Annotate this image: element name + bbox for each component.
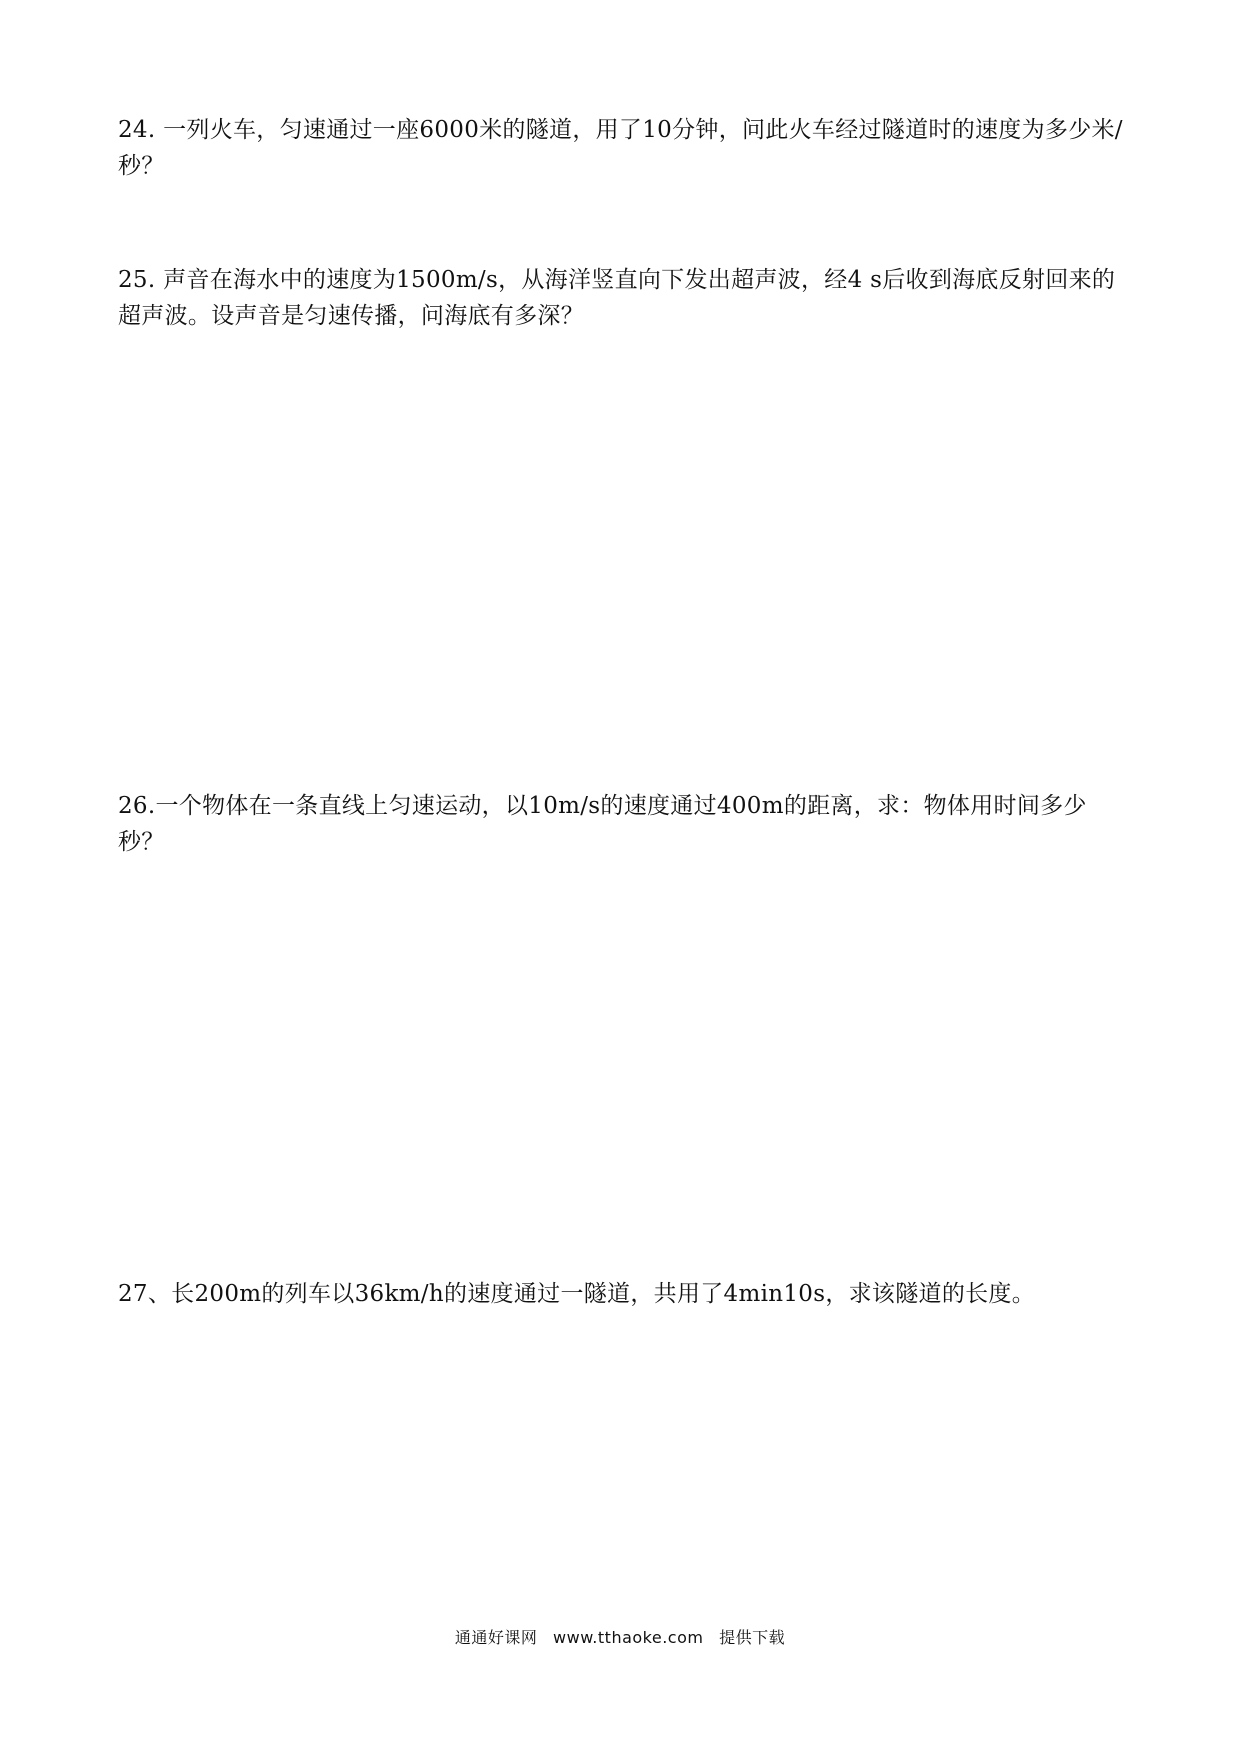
problem-24: 24. 一列火车，匀速通过一座6000米的隧道，用了10分钟，问此火车经过隧道时的速度为多少米/秒？ <box>118 117 1123 179</box>
footer-url[interactable]: www.tthaoke.com <box>553 1628 704 1647</box>
footer-site-name: 通通好课网 <box>454 1628 538 1647</box>
problem-27: 27、长200m的列车以36km/h的速度通过一隧道，共用了4min10s，求该隧道的长度。 <box>118 1281 1036 1307</box>
problem-26: 26.一个物体在一条直线上匀速运动，以10m/s的速度通过400m的距离，求：物体用时间多少秒？ <box>118 793 1087 855</box>
page-footer <box>0 1625 1240 1648</box>
footer-suffix: 提供下载 <box>719 1628 786 1647</box>
problem-25: 25. 声音在海水中的速度为1500m/s，从海洋竖直向下发出超声波，经4 s后收到海底反射回来的超声波。设声音是匀速传播，问海底有多深？ <box>118 267 1116 329</box>
